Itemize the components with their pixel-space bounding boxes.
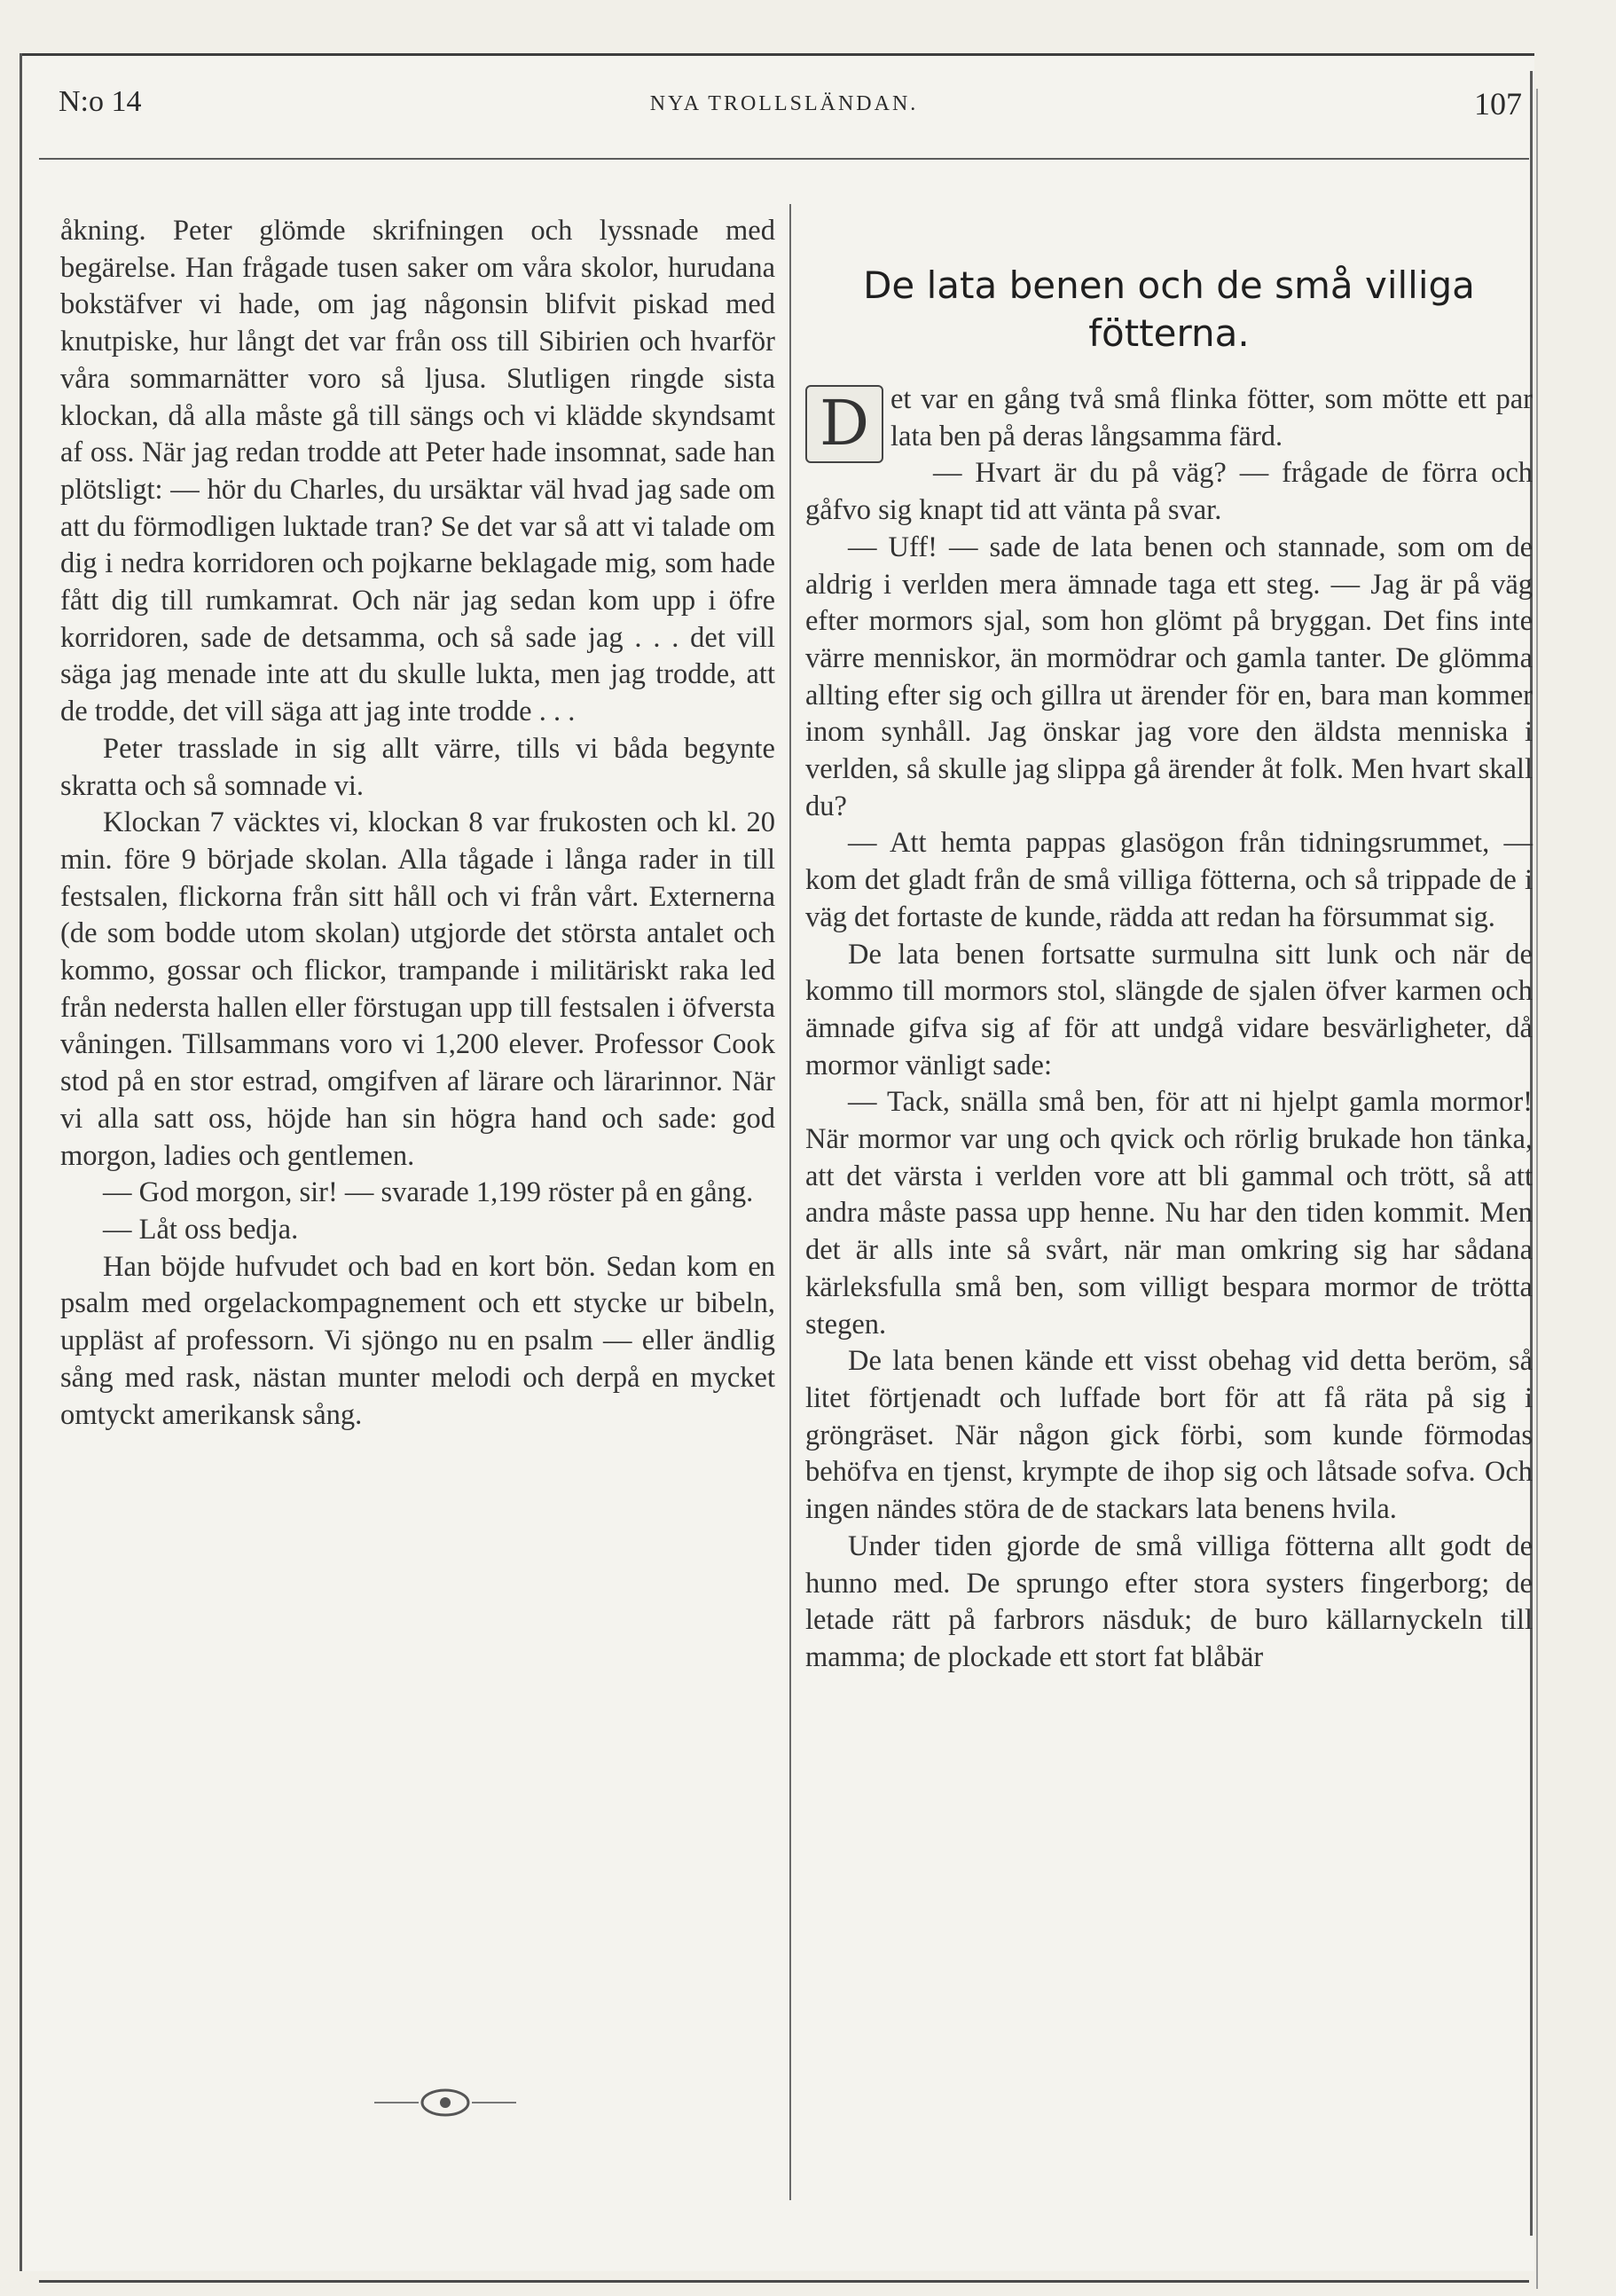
paragraph: De lata benen fortsatte surmulna sitt lunk och när de kommo till mormors stol, slängde de sjalen öfver karmen och ämnade gifva sig af för att undgå vidare besvärligheter, då mormor vänligt sade: (805, 938, 1533, 1081)
paragraph: åkning. Peter glömde skrifningen och lyssnade med begärelse. Han frågade tusen saker om våra skolor, hurudana bokstäfver vi hade, om jag någonsin blifvit piskad med knutpiske, hur långt det var från oss till Sibirien och hvarför våra sommarnätter voro så ljusa. Slutligen ringde sista klockan, då alla måste gå till sängs och vi klädde skyndsamt af oss. När jag redan trodde att Peter hade insomnat, sade han plötsligt: — hör du Charles, du ursäktar väl hvad jag sade om att du förmodligen luktade tran? Se det var så att vi talade om dig i nedra korridoren och pojkarne beklagade mig, som hade fått dig till rumkamrat. Och när jag sedan kom upp i öfre korridoren, sade de detsamma, och så sade jag . . . det vill säga jag menade inte att du skulle lukta, men jag trodde, att de trodde, det vill säga att jag inte trodde . . . (60, 215, 775, 728)
page-number: 107 (1474, 86, 1522, 122)
right-column (805, 381, 1533, 1677)
header-rule (39, 158, 1529, 160)
paragraph: — Hvart är du på väg? — frågade de förra och gåfvo sig knapt tid att vänta på svar. (805, 457, 1533, 527)
column-divider (789, 204, 791, 2200)
paragraph: — Uff! — sade de lata benen och stannade, som om de aldrig i verlden mera ämnade taga ett steg. — Jag är på väg efter mormors sjal, som hon glömt på bryggan. Det fins inte värre menniskor, än mormödrar och gamla tanter. De glömma allting efter sig och gillra ut ärender för en, bara man kommer inom synhåll. Jag önskar jag vore den äldsta menniska i verlden, så skulle jag slippa gå ärender åt folk. Men hvart skall du? (805, 531, 1533, 822)
paragraph: Peter trasslade in sig allt värre, tills vi båda begynte skratta och så somnade vi. (60, 732, 775, 802)
paragraph: — Låt oss bedja. (103, 1213, 299, 1246)
paragraph: — God morgon, sir! — svarade 1,199 röster på en gång. (103, 1176, 754, 1209)
paragraph: Klockan 7 väcktes vi, klockan 8 var frukosten och kl. 20 min. före 9 började skolan. Alla tågade i långa rader in till festsalen, flickorna från sitt håll och vi från vårt. Externerna (de som bodde utom skolan) utgjorde det största antalet och kommo, gossar och flickor, trampande i militäriskt raka led från nedersta hallen eller förstugan upp till festsalen i öfversta våningen. Tillsammans voro vi 1,200 elever. Professor Cook stod på en stor estrad, omgifven af lärare och lärarinnor. När vi alla satt oss, höjde han sin högra hand och sade: god morgon, ladies och gentlemen. (60, 806, 775, 1172)
frame-top-border (20, 53, 1534, 56)
paragraph: — Tack, snälla små ben, för att ni hjelpt gamla mormor! När mormor var ung och qvick och rörlig brukade hon tänka, att det värsta i verlden vore att bli gammal och trött, så att andra måste passa upp henne. Nu har den tiden kommit. Men det är alls inte så svårt, när man omkring sig har sådana kärleksfulla små ben, som villigt bespara mormor de trötta stegen. (805, 1086, 1533, 1341)
ornament-icon (374, 2085, 516, 2120)
first-paragraph-text: et var en gång två små flinka fötter, som mötte ett par lata ben på deras långsamma färd. (890, 383, 1533, 452)
page (20, 53, 1534, 2271)
paragraph: Under tiden gjorde de små villiga fötterna allt godt de hunno med. De sprungo efter stora systers fingerborg; de letade rätt på farbrors näsduk; de buro källarnyckeln till mamma; de plockade ett stort fat blåbär (805, 1529, 1533, 1673)
paragraph: Han böjde hufvudet och bad en kort bön. Sedan kom en psalm med orgelackompagnement och ett stycke ur bibeln, uppläst af professorn. Vi sjöngo nu en psalm — eller ändlig sång med rask, nästan munter melodi och derpå en mycket omtyckt amerikansk sång. (60, 1250, 775, 1431)
article-title: De lata benen och de små villiga fötterna. (863, 263, 1475, 355)
page-header (39, 85, 1529, 138)
journal-title: NYA TROLLSLÄNDAN. (649, 92, 919, 115)
frame-left-border (20, 53, 22, 2271)
bottom-rule (39, 2280, 1529, 2283)
left-column (60, 213, 775, 1434)
dropcap-letter: D (805, 385, 883, 463)
issue-number: N:o 14 (59, 85, 142, 118)
paragraph: De lata benen kände ett visst obehag vid detta beröm, så litet förtjenadt och luffade bort för att få räta på sig i gröngräset. När någon gick förbi, som kunde förmodas behöfva en tjenst, krympte de ihop sig och låtsade sofva. Och ingen nändes störa de de stackars lata benens hvila. (805, 1345, 1533, 1526)
first-paragraph (805, 381, 1533, 460)
paragraph: — Att hemta pappas glasögon från tidningsrummet, — kom det gladt från de små villiga fötterna, och så trippade de i väg det fortaste de kunde, rädda att redan ha försummat sig. (805, 827, 1533, 933)
frame-right-shadow (1536, 89, 1538, 2289)
